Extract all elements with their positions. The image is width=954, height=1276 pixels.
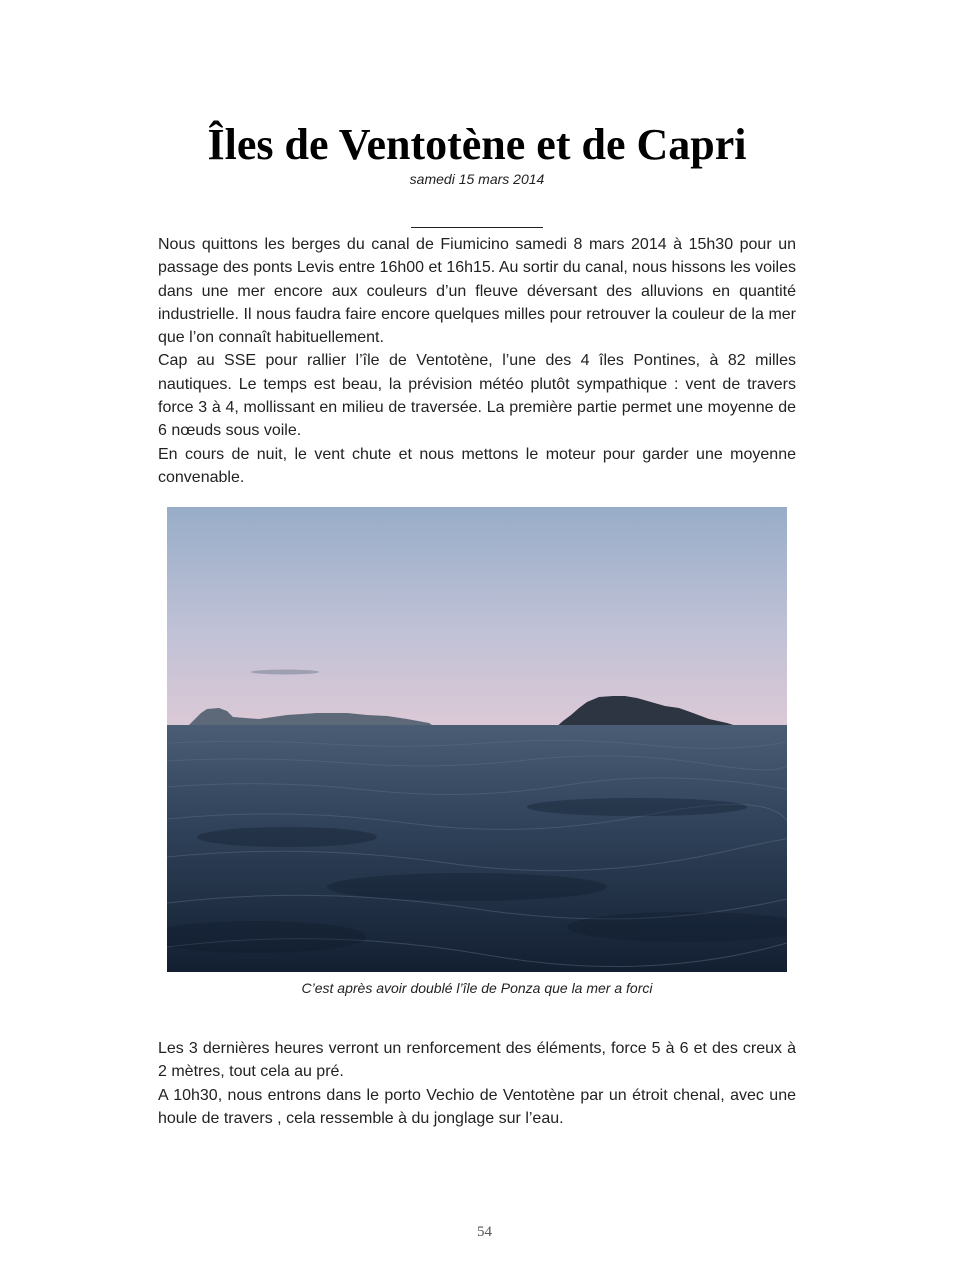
photo-caption: C’est après avoir doublé l’île de Ponza que la mer a forci [301, 980, 653, 996]
paragraph: Nous quittons les berges du canal de Fiumicino samedi 8 mars 2014 à 15h30 pour un passage des ponts Levis entre 16h00 et 16h15. Au sortir du canal, nous hissons les voiles dans une mer encore aux couleurs d’un fleuve déversant des alluvions en quantité industrielle. Il nous faudra faire encore quelques milles pour retrouver la couleur de la mer que l’on connaît habituellement. [158, 236, 796, 347]
sky [167, 507, 787, 727]
paragraph: Les 3 dernières heures verront un renforcement des éléments, force 5 à 6 et des creux à 2 mètres, tout cela au pré. [158, 1040, 796, 1081]
sea-islands-photo [167, 507, 787, 972]
cloud [251, 670, 319, 675]
body-text-before-photo [158, 233, 796, 489]
article-date: samedi 15 mars 2014 [409, 171, 545, 187]
page-title: Îles de Ventotène et de Capri [207, 120, 747, 169]
title-divider [411, 227, 543, 228]
paragraph: A 10h30, nous entrons dans le porto Vechio de Ventotène par un étroit chenal, avec une houle de travers , cela ressemble à du jonglage sur l’eau. [158, 1086, 796, 1127]
page-number: 54 [477, 1224, 492, 1240]
body-text-after-photo [158, 1037, 796, 1130]
paragraph: Cap au SSE pour rallier l’île de Ventotène, l’une des 4 îles Pontines, à 82 milles nautiques. Le temps est beau, la prévision météo plutôt sympathique : vent de travers force 3 à 4, mollissant en milieu de traversée. La première partie permet une moyenne de 6 nœuds sous voile. [158, 352, 796, 440]
paragraph: En cours de nuit, le vent chute et nous mettons le moteur pour garder une moyenne convenable. [158, 445, 796, 486]
